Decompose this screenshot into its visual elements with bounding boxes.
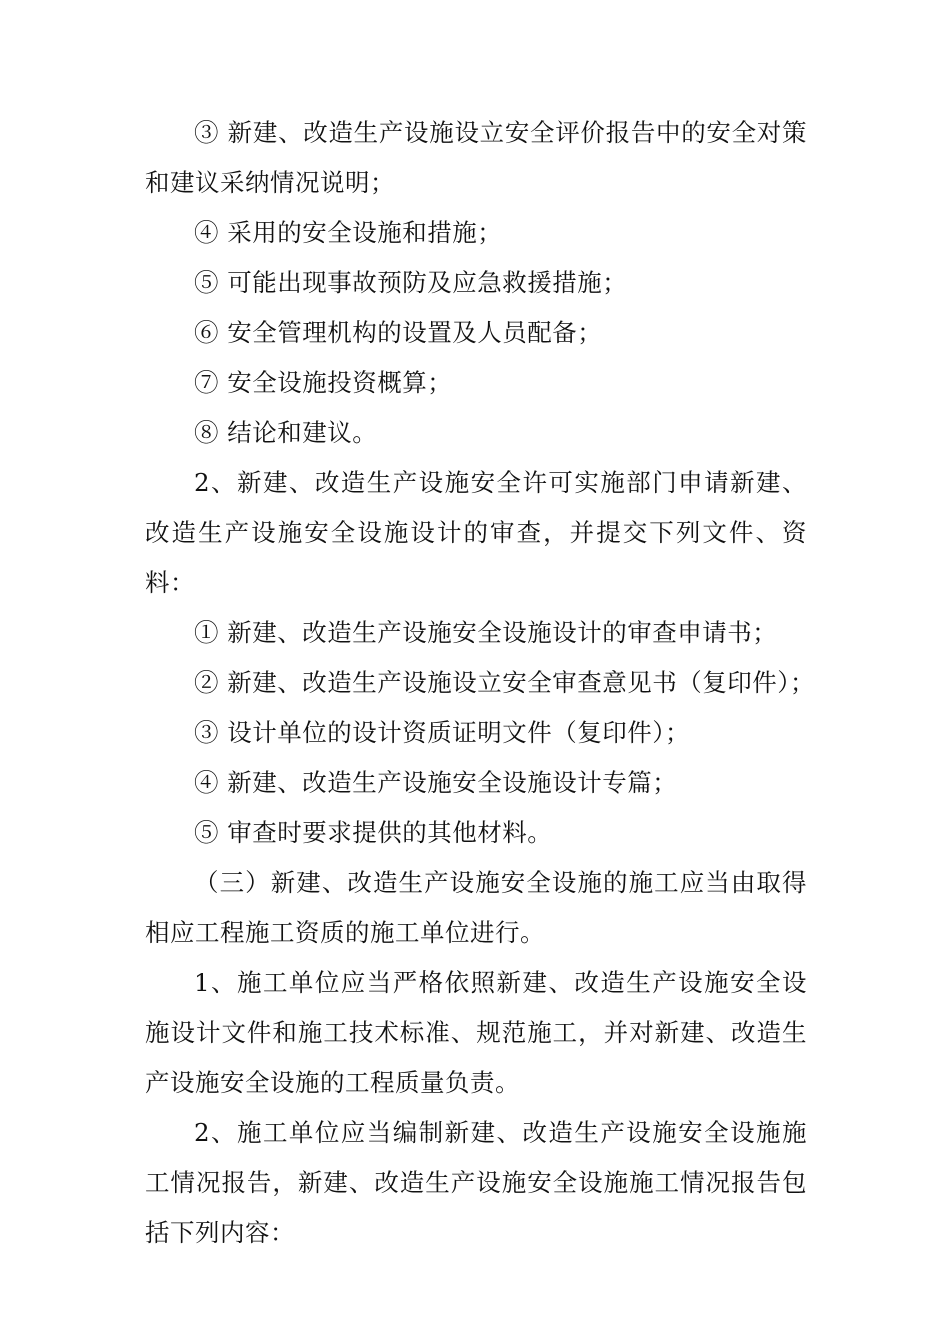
list-item-6-management-staffing: ⑥ 安全管理机构的设置及人员配备； bbox=[194, 318, 603, 347]
list-item-5-other-materials: ⑤ 审查时要求提供的其他材料。 bbox=[194, 818, 553, 847]
list-item-2-review-opinion-copy: ② 新建、改造生产设施设立安全审查意见书（复印件）； bbox=[194, 668, 816, 697]
list-item-7-investment-estimate: ⑦ 安全设施投资概算； bbox=[194, 368, 453, 397]
paragraph-item-3-safety-measures: ③ 新建、改造生产设施设立安全评价报告中的安全对策和建议采纳情况说明； bbox=[145, 118, 807, 197]
paragraph-construction-report: 2、施工单位应当编制新建、改造生产设施安全设施施工情况报告，新建、改造生产设施安全设施施工情况报告包括下列内容： bbox=[145, 1118, 807, 1247]
paragraph-construction-responsibility: 1、施工单位应当严格依照新建、改造生产设施安全设施设计文件和施工技术标准、规范施工，并对新建、改造生产设施安全设施的工程质量负责。 bbox=[145, 968, 807, 1097]
paragraph-section-3-construction: （三）新建、改造生产设施安全设施的施工应当由取得相应工程施工资质的施工单位进行。 bbox=[145, 868, 807, 947]
list-item-4-safety-facilities: ④ 采用的安全设施和措施； bbox=[194, 218, 503, 247]
list-item-4-design-chapter: ④ 新建、改造生产设施安全设施设计专篇； bbox=[194, 768, 678, 797]
document-body bbox=[145, 108, 816, 1258]
list-item-5-accident-prevention: ⑤ 可能出现事故预防及应急救援措施； bbox=[194, 268, 628, 297]
list-item-3-qualification-certificate: ③ 设计单位的设计资质证明文件（复印件）； bbox=[194, 718, 691, 747]
list-item-8-conclusion: ⑧ 结论和建议。 bbox=[194, 418, 378, 447]
list-item-1-review-application-form: ① 新建、改造生产设施安全设施设计的审查申请书； bbox=[194, 618, 778, 647]
paragraph-design-review-application: 2、新建、改造生产设施安全许可实施部门申请新建、改造生产设施安全设施设计的审查，并提交下列文件、资料： bbox=[145, 468, 807, 597]
